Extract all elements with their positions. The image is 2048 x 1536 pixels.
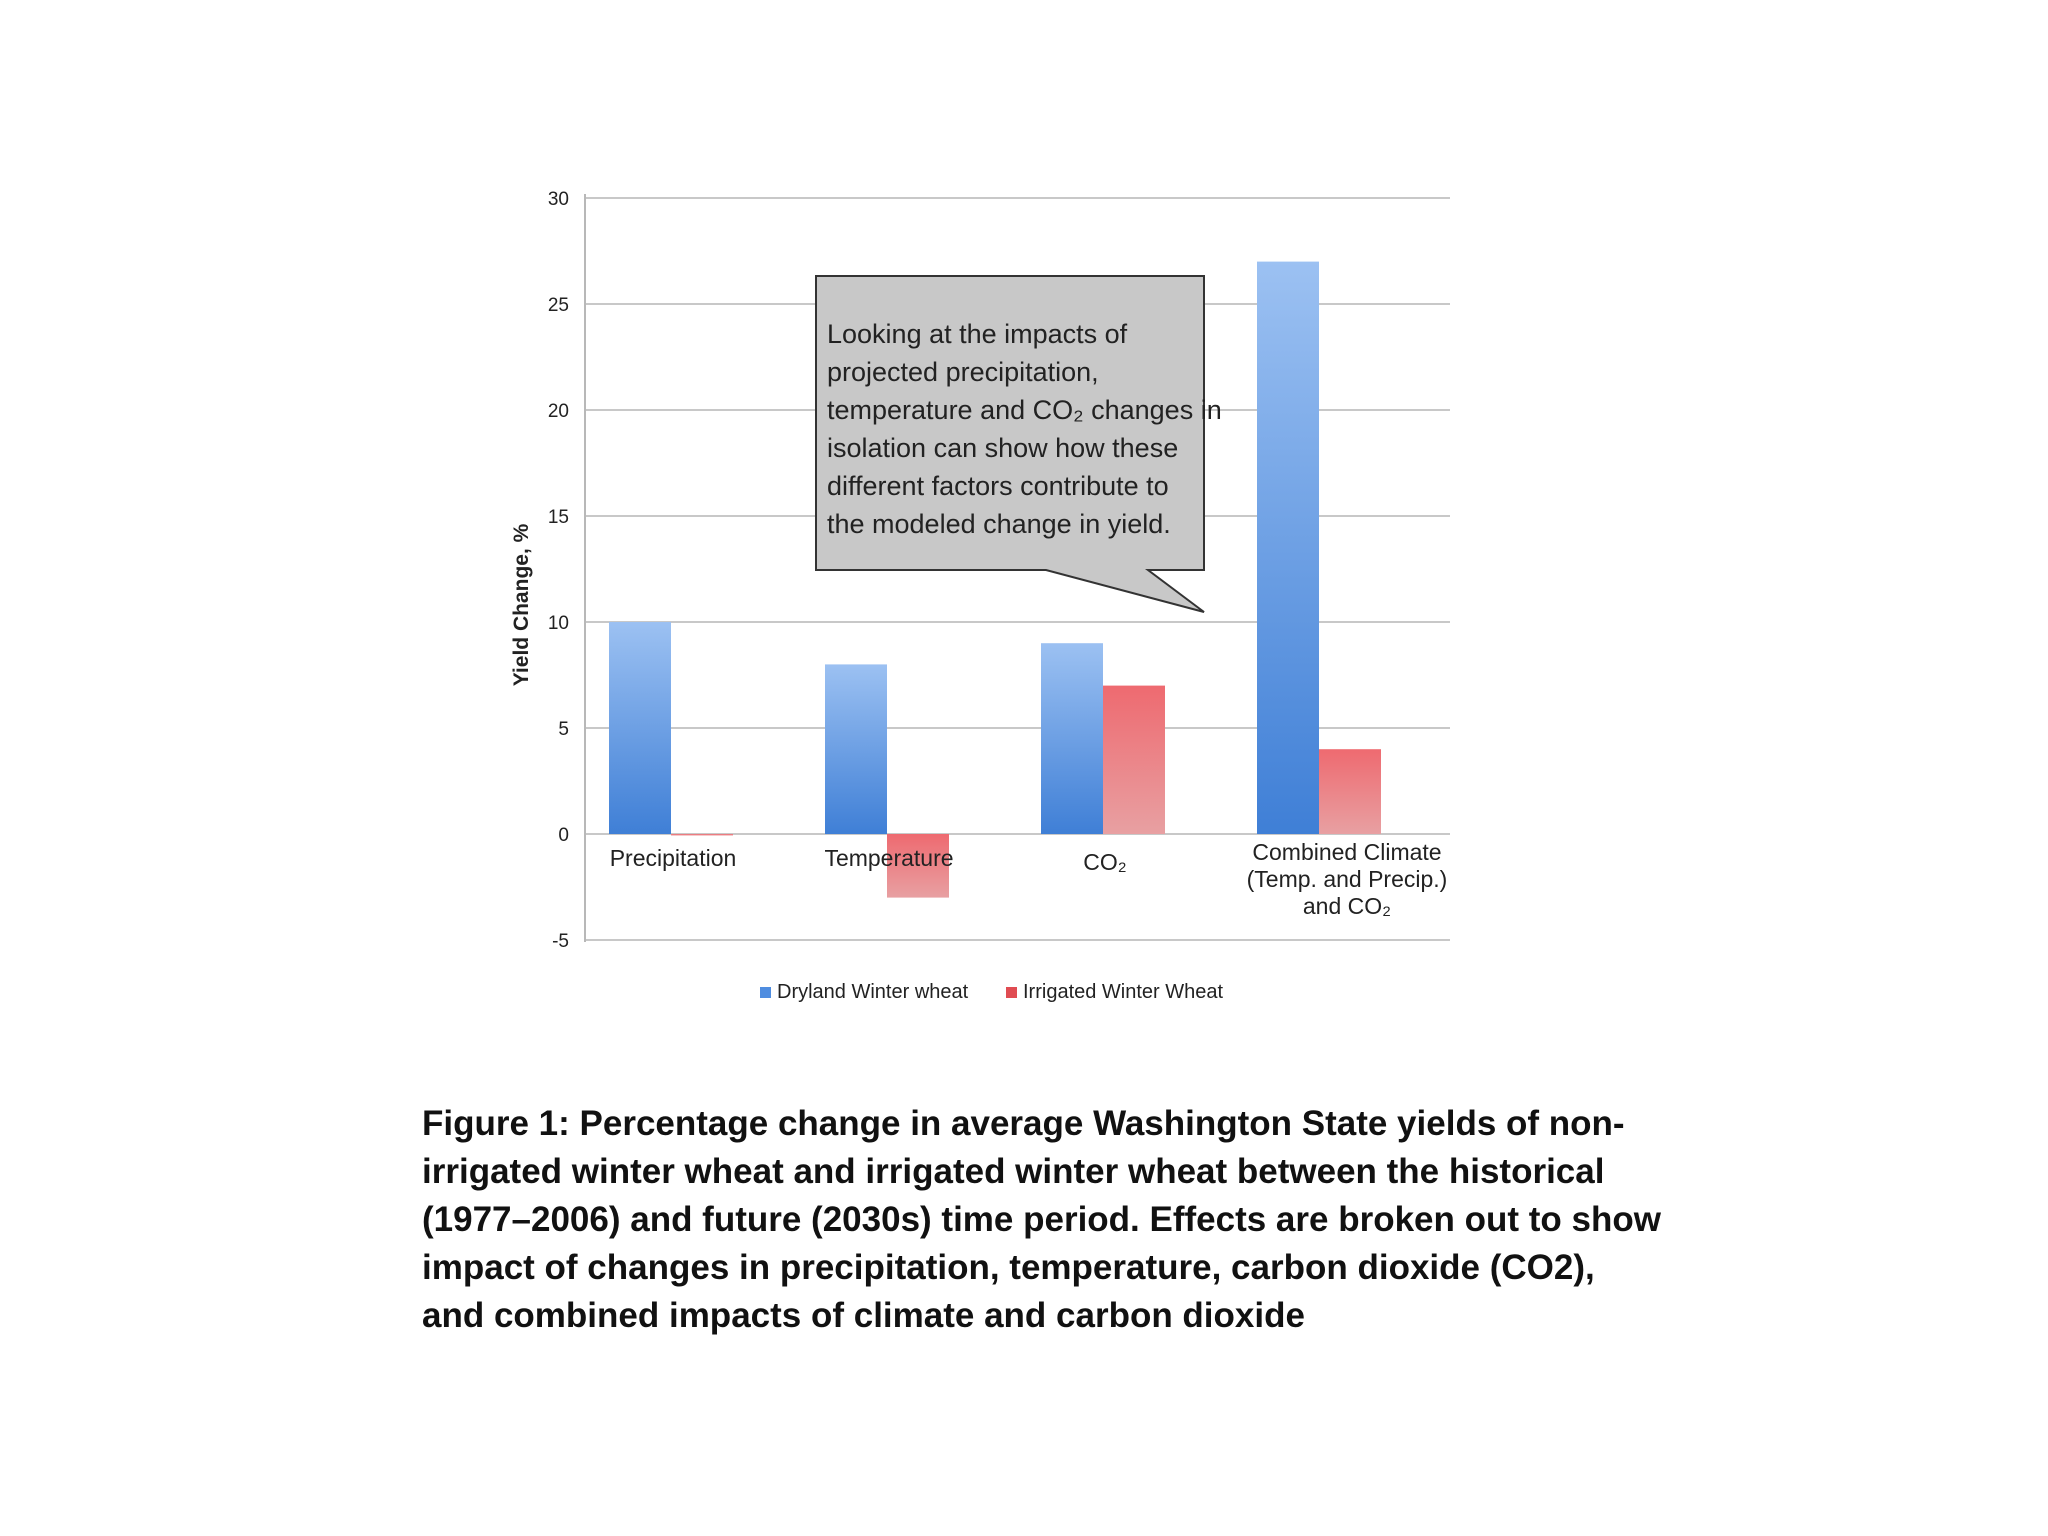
callout-annotation bbox=[816, 276, 1222, 612]
legend-label-dryland: Dryland Winter wheat bbox=[777, 981, 969, 1003]
legend-swatch-dryland bbox=[760, 987, 771, 998]
bar-dryland bbox=[1041, 643, 1103, 834]
category-label: Combined Climate bbox=[1252, 839, 1442, 865]
category-label: and CO₂ bbox=[1302, 893, 1392, 919]
legend bbox=[760, 981, 1224, 1003]
callout-text-line: projected precipitation, bbox=[827, 357, 1099, 387]
category-label: CO₂ bbox=[1083, 849, 1127, 875]
bar-irrigated bbox=[1103, 686, 1165, 834]
category-label: Temperature bbox=[824, 845, 954, 871]
bar-irrigated bbox=[671, 834, 733, 836]
y-tick-label: 15 bbox=[547, 507, 569, 528]
y-tick-label: 30 bbox=[547, 189, 569, 210]
y-tick-label: 0 bbox=[558, 825, 569, 846]
legend-swatch-irrigated bbox=[1006, 987, 1017, 998]
y-tick-label: 10 bbox=[547, 613, 569, 634]
figure-caption: Figure 1: Percentage change in average Washington State yields of non-irrigated winter wheat and irrigated winter wheat between the historical (1977–2006) and future (2030s) time period. Effects are broken out to show impact of changes in precipitation, temperature, carbon dioxide (CO2), and combined impacts of climate and carbon dioxide bbox=[422, 1104, 1661, 1335]
y-axis-title: Yield Change, % bbox=[510, 523, 533, 687]
bar-dryland bbox=[1257, 262, 1319, 834]
callout-text-line: temperature and CO₂ changes in bbox=[827, 395, 1222, 425]
callout-text-line: the modeled change in yield. bbox=[827, 509, 1171, 539]
y-tick-label: -5 bbox=[552, 931, 569, 952]
callout-text-line: isolation can show how these bbox=[827, 433, 1179, 463]
y-tick-label: 20 bbox=[547, 401, 569, 422]
callout-text-line: different factors contribute to bbox=[827, 471, 1169, 501]
callout-text-line: Looking at the impacts of bbox=[827, 319, 1128, 349]
bar-dryland bbox=[825, 664, 887, 834]
category-label: Precipitation bbox=[609, 845, 737, 871]
y-tick-label: 25 bbox=[547, 295, 569, 316]
y-tick-label: 5 bbox=[558, 719, 569, 740]
category-label: (Temp. and Precip.) bbox=[1246, 866, 1448, 892]
bar-dryland bbox=[609, 622, 671, 834]
bar-irrigated bbox=[1319, 749, 1381, 834]
legend-label-irrigated: Irrigated Winter Wheat bbox=[1023, 981, 1224, 1003]
